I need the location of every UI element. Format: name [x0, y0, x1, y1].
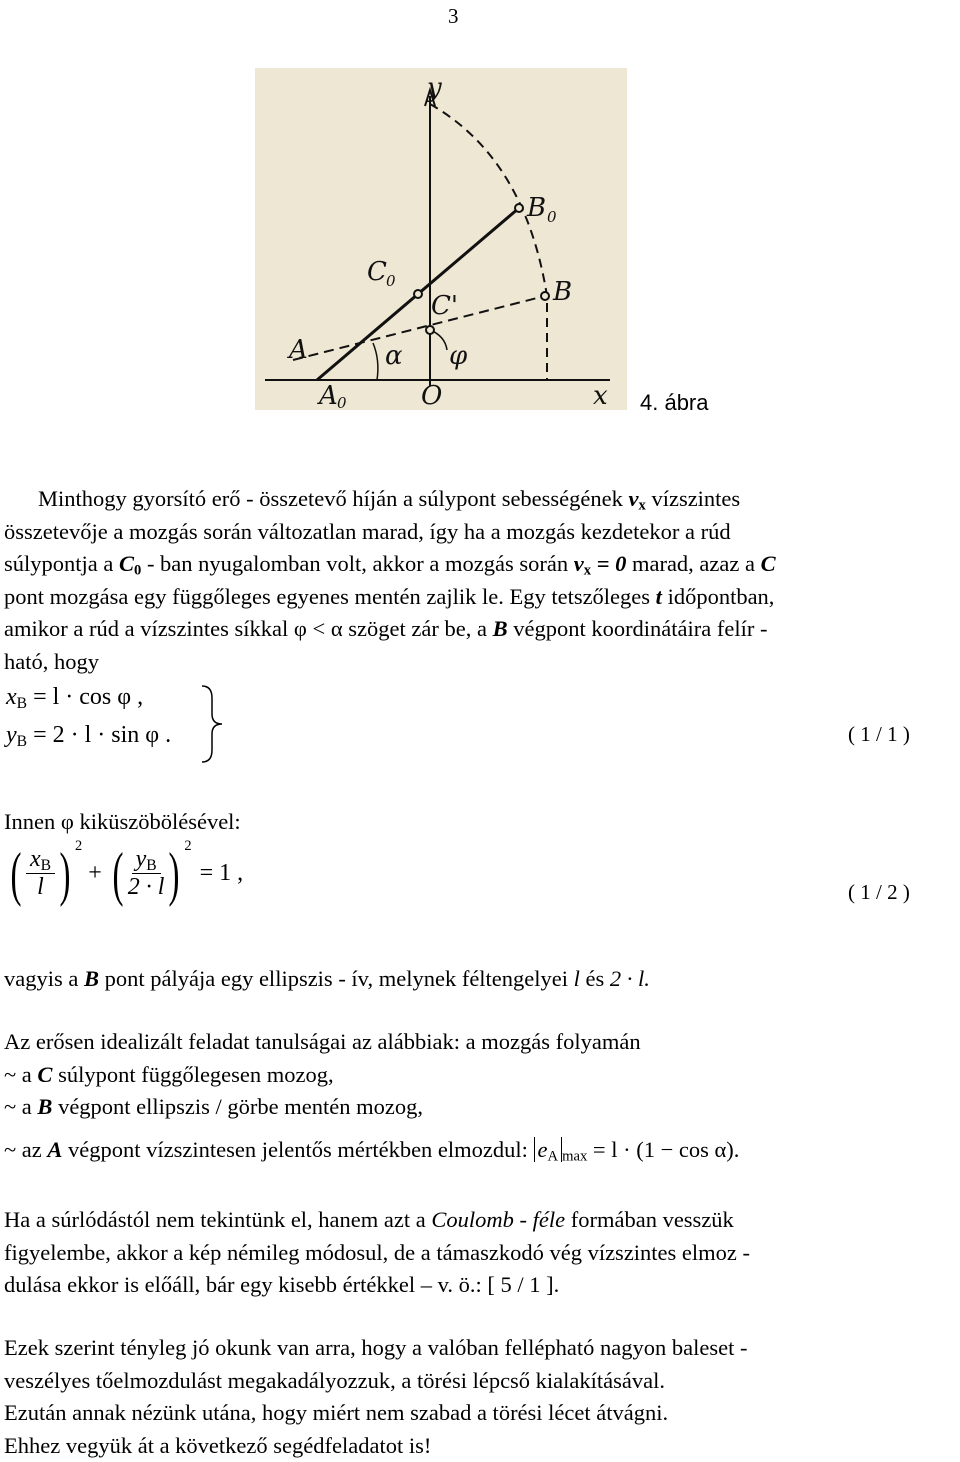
- label-C: C': [431, 291, 458, 321]
- label-B0: B: [526, 193, 546, 223]
- paragraph-final: [4, 1332, 956, 1462]
- text-line: súlypontja a $C_0$ - ban nyugalomban volt, akkor a mozgás során $v_x = 0$ marad, azaz a C: [4, 548, 956, 581]
- label-y: y: [426, 73, 442, 103]
- equation-1-1: [6, 684, 171, 760]
- point-B0: [515, 204, 523, 212]
- label-x: x: [593, 381, 608, 410]
- equation-line: $x_B = l \cdot \cos \varphi$ ,: [6, 684, 171, 722]
- point-C0: [414, 290, 422, 298]
- text-line: veszélyes tőelmozdulást megakadályozzuk, a törési lépcső kialakításával.: [4, 1365, 956, 1398]
- label-C0: C: [367, 257, 387, 287]
- text-line: amikor a rúd a vízszintes síkkal φ < α szöget zár be, a B végpont koordinátáira felír -: [4, 613, 956, 646]
- point-B: [541, 292, 549, 300]
- rod-current: [293, 296, 545, 360]
- equation-1-2: ( $\frac{x_B}{l}$ ) 2 + ( $\frac{y_B}{2 \cdot l}$ ) 2 = 1 ,: [6, 846, 243, 901]
- text-line: Ha a súrlódástól nem tekintünk el, hanem azt a Coulomb - féle formában vesszük: [4, 1204, 956, 1237]
- equation-number: ( 1 / 1 ): [848, 722, 910, 747]
- label-O: O: [421, 381, 442, 410]
- label-phi: φ: [449, 341, 468, 371]
- label-C0-sub: 0: [386, 272, 396, 290]
- figure-caption: 4. ábra: [640, 390, 709, 416]
- text-line: pont mozgása egy függőleges egyenes mentén zajlik le. Egy tetszőleges t időpontban,: [4, 581, 956, 614]
- point-C: [426, 326, 434, 334]
- text-vagyis: vagyis a B pont pályája egy ellipszis - ív, melynek féltengelyei l és 2 · l.: [4, 963, 956, 996]
- paragraph-coulomb: [4, 1204, 956, 1302]
- page-number: 3: [448, 4, 459, 29]
- equation-line: $y_B = 2 \cdot l \cdot \sin \varphi$ .: [6, 722, 171, 760]
- paragraph-conclusions: [4, 1026, 956, 1166]
- equation-brace: [198, 684, 226, 764]
- list-item: ~ a C súlypont függőlegesen mozog,: [4, 1059, 956, 1092]
- list-item: ~ a B végpont ellipszis / görbe mentén mozog,: [4, 1091, 956, 1124]
- label-A: A: [287, 335, 308, 365]
- text-line: Az erősen idealizált feladat tanulságai az alábbiak: a mozgás folyamán: [4, 1026, 956, 1059]
- label-B0-sub: 0: [547, 208, 557, 226]
- text-line: dulása ekkor is előáll, bár egy kisebb értékkel – v. ö.: [ 5 / 1 ].: [4, 1269, 956, 1302]
- mechanism-diagram: [255, 68, 627, 410]
- alpha-arc: [373, 343, 378, 380]
- ellipse-arc: [430, 104, 547, 380]
- text-line: figyelembe, akkor a kép némileg módosul, de a támaszkodó vég vízszintes elmoz -: [4, 1237, 956, 1270]
- equation-number: ( 1 / 2 ): [848, 880, 910, 905]
- text-line: összetevője a mozgás során változatlan marad, így ha a mozgás kezdetekor a rúd: [4, 516, 956, 549]
- text-line: Minthogy gyorsító erő - összetevő híján a súlypont sebességének $v_x$ vízszintes: [4, 483, 956, 516]
- text-innen: Innen φ kiküszöbölésével:: [4, 806, 956, 839]
- text-line: Ezután annak nézünk utána, hogy miért nem szabad a törési lécet átvágni.: [4, 1397, 956, 1430]
- paragraph-intro: [4, 483, 956, 678]
- text-line: ható, hogy: [4, 646, 956, 679]
- text-line: Ehhez vegyük át a következő segédfeladatot is!: [4, 1430, 956, 1462]
- list-item: ~ az A végpont vízszintesen jelentős mértékben elmozdul: $e_A$ $_{max}$ = l · (1 − cos α).: [4, 1134, 956, 1167]
- label-A0-sub: 0: [337, 394, 347, 410]
- label-B: B: [552, 277, 572, 307]
- figure-4: [255, 68, 627, 410]
- text-line: Ezek szerint tényleg jó okunk van arra, hogy a valóban fellépható nagyon baleset -: [4, 1332, 956, 1365]
- label-A0: A: [317, 381, 338, 410]
- label-alpha: α: [385, 341, 403, 371]
